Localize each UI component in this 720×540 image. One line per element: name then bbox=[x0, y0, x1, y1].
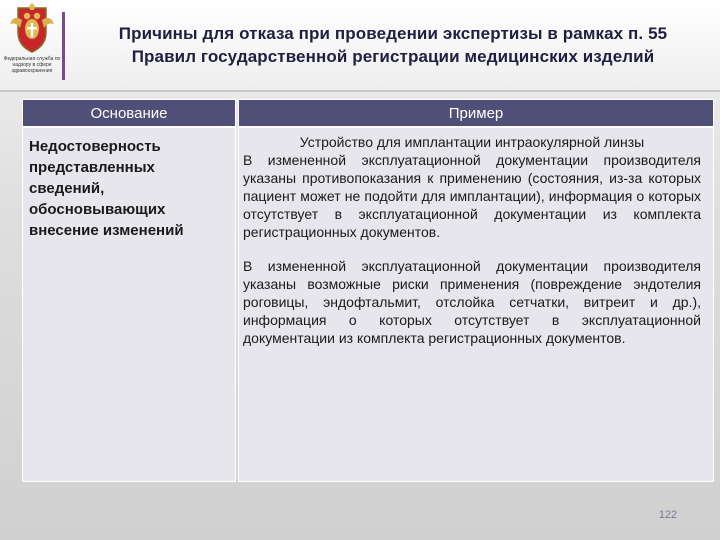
reasons-table bbox=[22, 99, 714, 482]
header-divider bbox=[62, 12, 65, 80]
column-header-basis: Основание bbox=[22, 99, 236, 127]
slide-header bbox=[0, 0, 720, 92]
title-line-2: Правил государственной регистрации медицинских изделий bbox=[131, 47, 655, 66]
example-title: Устройство для имплантации интраокулярной линзы bbox=[299, 134, 645, 150]
paragraph-gap bbox=[243, 241, 701, 257]
example-cell bbox=[238, 127, 714, 482]
emblem-caption: Федеральная служба по надзору в сфере здравоохранения bbox=[3, 56, 61, 74]
eagle-emblem-icon bbox=[2, 2, 62, 58]
basis-cell bbox=[22, 127, 236, 482]
title-line-1: Причины для отказа при проведении экспертизы в рамках п. 55 bbox=[118, 24, 668, 43]
example-paragraph-2: В измененной эксплуатационной документации производителя указаны возможные риски применения (повреждение эндотелия роговицы, эндофтальмит, отслойка сетчатки, витреит и др.), информация о которых отсутствует в эксплуатационной документации из комплекта регистрационных документов. bbox=[243, 258, 701, 346]
slide-title bbox=[68, 22, 718, 68]
page-number: 122 bbox=[658, 509, 678, 521]
column-header-example: Пример bbox=[238, 99, 714, 127]
emblem-logo bbox=[2, 2, 62, 88]
example-paragraph-1: В измененной эксплуатационной документации производителя указаны противопоказания к применению (состояния, из-за которых пациент может не подойти для имплантации), информация о которых отсутствует в эксплуатационной документации из комплекта регистрационных документов. bbox=[243, 152, 701, 240]
basis-text: Недостоверность представленных сведений, обосновывающих внесение изменений bbox=[29, 138, 184, 239]
